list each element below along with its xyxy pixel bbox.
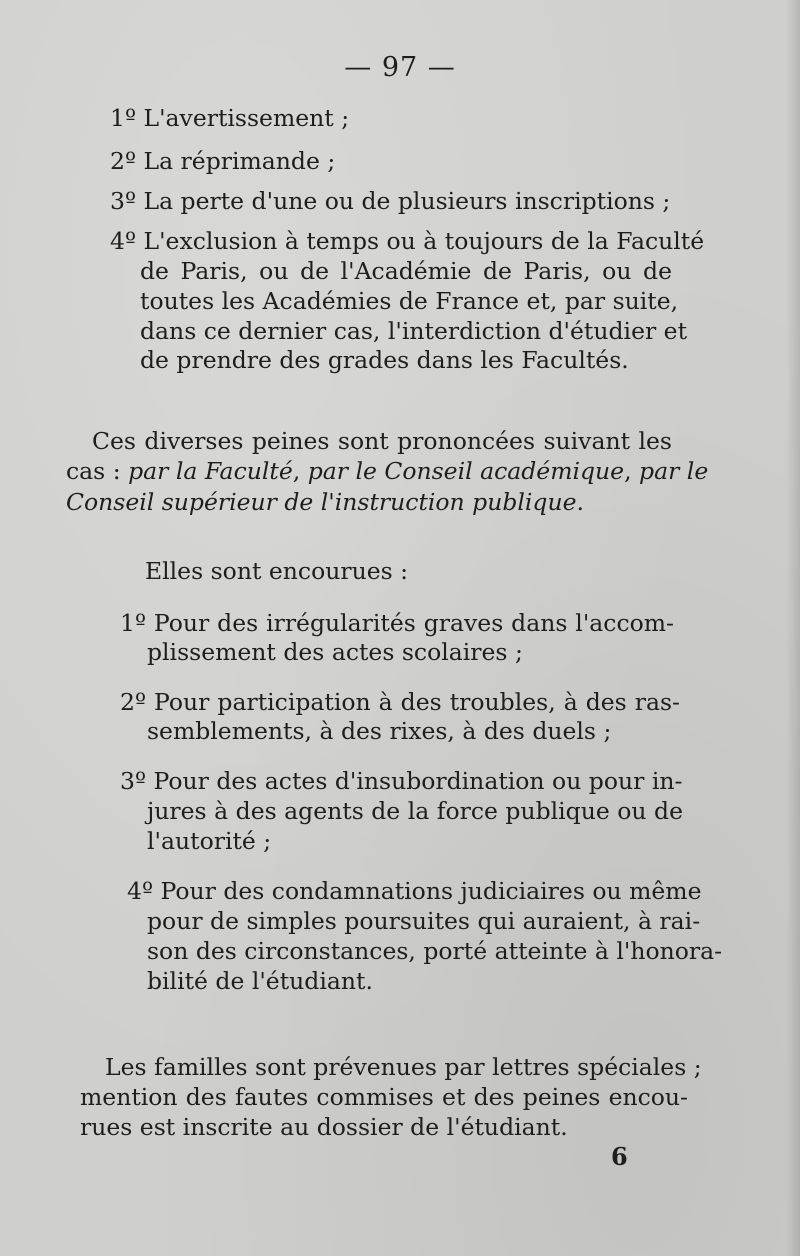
final-line-1: Les familles sont prévenues par lettres spéciales ; xyxy=(105,1053,702,1081)
authority-faculty: par la Faculté xyxy=(128,457,293,485)
list2-item-4-line-1: 4º Pour des condamnations judiciaires ou même xyxy=(127,877,702,905)
list1-item-4-line-1: 4º L'exclusion à temps ou à toujours de la Faculté xyxy=(110,227,705,255)
list1-item-4-line-5: de prendre des grades dans les Facultés. xyxy=(140,346,629,374)
penalties-line-2 xyxy=(66,457,709,485)
signature-mark: 6 xyxy=(611,1142,628,1171)
final-line-3: rues est inscrite au dossier de l'étudiant. xyxy=(80,1113,568,1141)
authority-prefix: par le xyxy=(639,457,709,485)
separator: , xyxy=(624,457,640,485)
list1-item-4-line-2: de Paris, ou de l'Académie de Paris, ou de xyxy=(140,257,672,285)
authority-superior-council: Conseil supérieur de l'instruction publique xyxy=(66,488,577,516)
list2-item-1-line-2: plissement des actes scolaires ; xyxy=(147,638,523,666)
separator: , xyxy=(292,457,308,485)
page-number: — 97 — xyxy=(344,52,456,83)
authority-academic-council: par le Conseil académique xyxy=(307,457,625,485)
intro-encourues: Elles sont encourues : xyxy=(145,557,409,585)
list2-item-2-line-2: semblements, à des rixes, à des duels ; xyxy=(147,717,612,745)
list2-item-1-line-1: 1º Pour des irrégularités graves dans l'accom- xyxy=(120,609,674,637)
period: . xyxy=(576,488,584,516)
list1-item-3: 3º La perte d'une ou de plusieurs inscriptions ; xyxy=(110,187,671,215)
penalties-line-1: Ces diverses peines sont prononcées suivant les xyxy=(92,427,672,455)
penalties-text: cas : xyxy=(66,457,129,485)
list2-item-3-line-1: 3º Pour des actes d'insubordination ou pour in- xyxy=(120,767,683,795)
page-edge-shadow xyxy=(786,0,800,1256)
list2-item-4-line-3: son des circonstances, porté atteinte à l'honora- xyxy=(147,937,723,965)
list1-item-4-line-4: dans ce dernier cas, l'interdiction d'étudier et xyxy=(140,317,688,345)
penalties-line-3 xyxy=(66,488,584,516)
list2-item-2-line-1: 2º Pour participation à des troubles, à des ras- xyxy=(120,688,680,716)
list2-item-3-line-2: jures à des agents de la force publique ou de xyxy=(147,797,683,825)
list1-item-4-line-3: toutes les Académies de France et, par suite, xyxy=(140,287,679,315)
list2-item-3-line-3: l'autorité ; xyxy=(147,827,272,855)
list1-item-2: 2º La réprimande ; xyxy=(110,147,336,175)
list1-item-1: 1º L'avertissement ; xyxy=(110,104,350,132)
final-line-2: mention des fautes commises et des peines encou- xyxy=(80,1083,688,1111)
list2-item-4-line-4: bilité de l'étudiant. xyxy=(147,967,373,995)
list2-item-4-line-2: pour de simples poursuites qui auraient, à rai- xyxy=(147,907,701,935)
